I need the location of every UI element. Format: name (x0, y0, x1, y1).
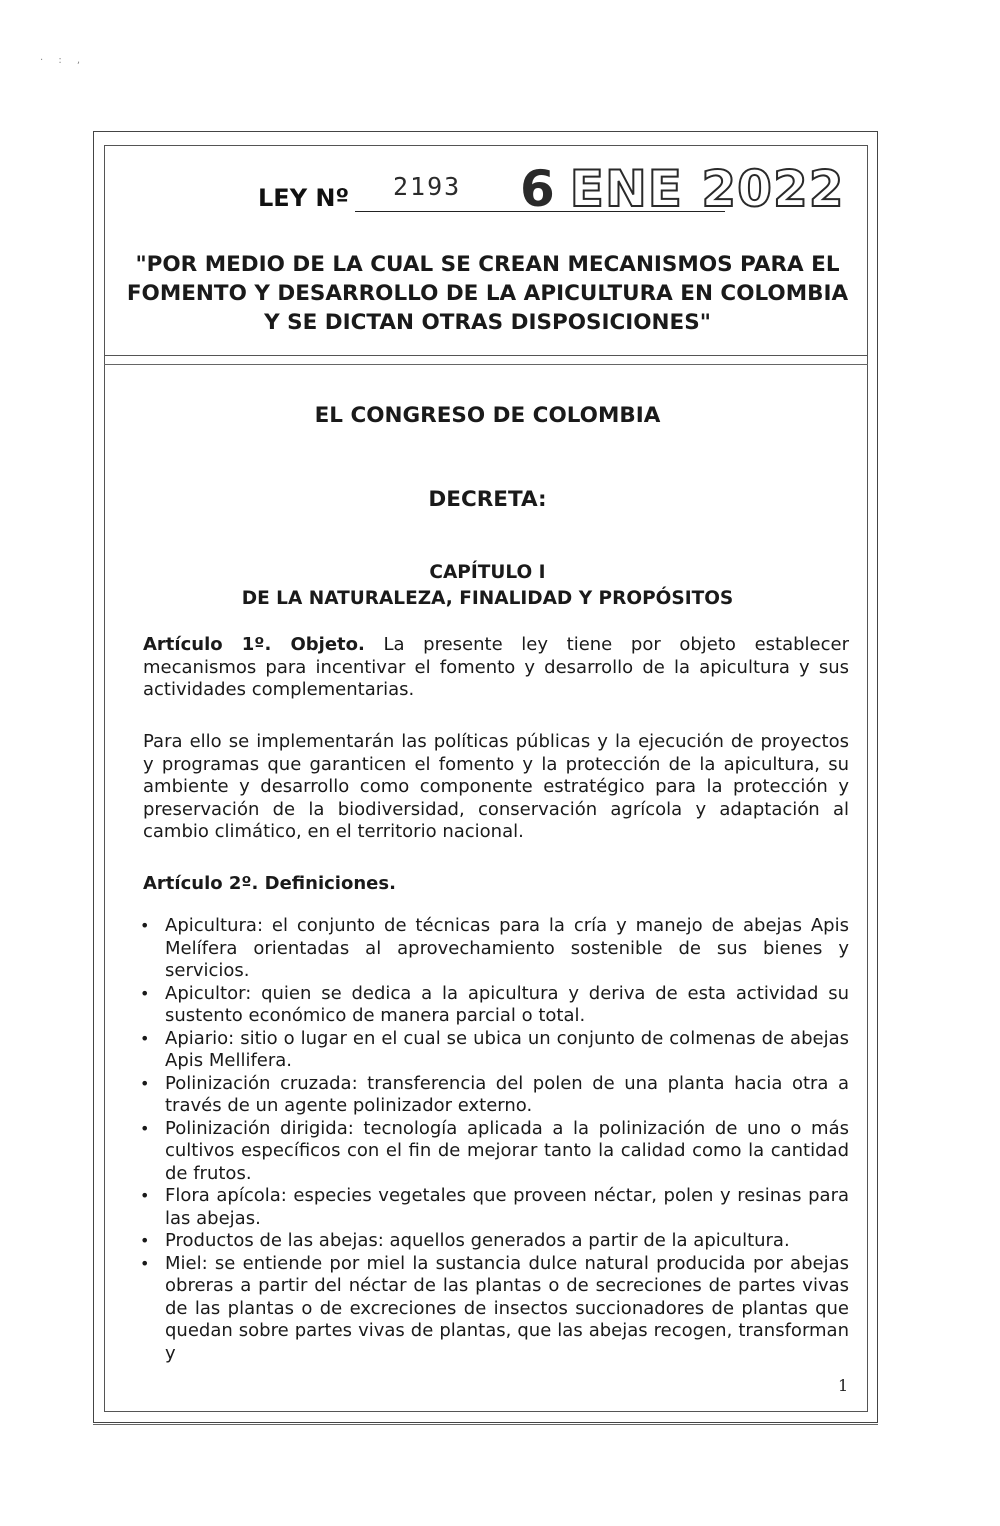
article-1-paragraph-2: Para ello se implementarán las políticas públicas y la ejecución de proyectos y programas que garanticen el fomento y la protección de la apicultura, su ambiente y desarrollo como componente estratégico para la protección y preservación de la biodiversidad, conservación agrícola y adaptación al cambio climático, en el territorio nacional. (143, 731, 849, 842)
definition-text: Apiario: sitio o lugar en el cual se ubica un conjunto de colmenas de abejas Apis Mellifera. (165, 1027, 849, 1071)
list-item (140, 983, 849, 1028)
list-item (140, 1253, 849, 1366)
scan-specks: · : , (40, 55, 87, 66)
list-item (140, 915, 849, 983)
bullet-icon: • (140, 1186, 150, 1205)
issuer-heading: EL CONGRESO DE COLOMBIA (314, 403, 661, 428)
bullet-icon: • (140, 1028, 150, 1048)
law-label: LEY Nº (258, 184, 350, 212)
definition-text: Apicultura: el conjunto de técnicas para la cría y manejo de abejas Apis Melífera orientadas al aprovechamiento sostenible de sus bienes y servicios. (165, 915, 849, 981)
bullet-icon: • (140, 1073, 150, 1093)
stamp-day: 6 (520, 160, 556, 218)
law-title-line: "POR MEDIO DE LA CUAL SE CREAN MECANISMOS PARA EL (135, 252, 840, 277)
list-item (140, 1118, 849, 1186)
definition-text: Polinización dirigida: tecnología aplicada a la polinización de uno o más cultivos específicos con el fin de mejorar tanto la calidad como la cantidad de frutos. (165, 1117, 849, 1184)
law-title (110, 250, 865, 337)
chapter-number: CAPÍTULO I (429, 562, 546, 583)
list-item (140, 1230, 849, 1253)
list-item (140, 1073, 849, 1118)
law-title-line: Y SE DICTAN OTRAS DISPOSICIONES" (264, 310, 711, 335)
law-title-line: FOMENTO Y DESARROLLO DE LA APICULTURA EN COLOMBIA (126, 281, 849, 306)
stamp-month-year: ENE 2022 (569, 160, 845, 218)
article-1-text: La presente ley tiene por objeto establecer mecanismos para incentivar el fomento y desarrollo de la apicultura y sus actividades complementarias. (143, 634, 849, 700)
definition-text: Flora apícola: especies vegetales que proveen néctar, polen y resinas para las abejas. (165, 1185, 849, 1229)
article-1 (143, 634, 849, 702)
definition-text: Productos de las abejas: aquellos generados a partir de la apicultura. (165, 1230, 790, 1251)
header-divider (104, 355, 868, 365)
law-number: 2193 (393, 172, 462, 201)
article-2-heading (143, 873, 849, 896)
definition-text: Polinización cruzada: transferencia del polen de una planta hacia otra a través de un agente polinizador externo. (165, 1072, 849, 1116)
chapter-name: DE LA NATURALEZA, FINALIDAD Y PROPÓSITOS (241, 588, 734, 609)
bullet-icon: • (140, 983, 150, 1003)
decree-heading: DECRETA: (428, 487, 547, 512)
list-item (140, 1028, 849, 1073)
chapter-heading (110, 560, 865, 612)
article-2-heading-text: Artículo 2º. Definiciones. (143, 873, 396, 894)
bullet-icon: • (140, 1118, 150, 1138)
definition-text: Apicultor: quien se dedica a la apicultura y deriva de esta actividad su sustento económico de manera parcial o total. (165, 982, 849, 1026)
bullet-icon: • (140, 1253, 150, 1273)
bullet-icon: • (140, 916, 150, 935)
date-stamp (520, 160, 845, 218)
law-number-line (258, 158, 845, 218)
bullet-icon: • (140, 1231, 150, 1250)
page-number: 1 (838, 1376, 849, 1395)
definitions-list (140, 915, 849, 1365)
definition-text: Miel: se entiende por miel la sustancia dulce natural producida por abejas obreras a partir del néctar de las plantas o de secreciones de partes vivas de las plantas o de excreciones de insectos succionadores de plantas que quedan sobre partes vivas de plantas, que las abejas recogen, transforman y (165, 1252, 849, 1364)
article-1-heading: Artículo 1º. Objeto. (143, 634, 365, 655)
list-item (140, 1185, 849, 1230)
bottom-rule (93, 1424, 878, 1425)
